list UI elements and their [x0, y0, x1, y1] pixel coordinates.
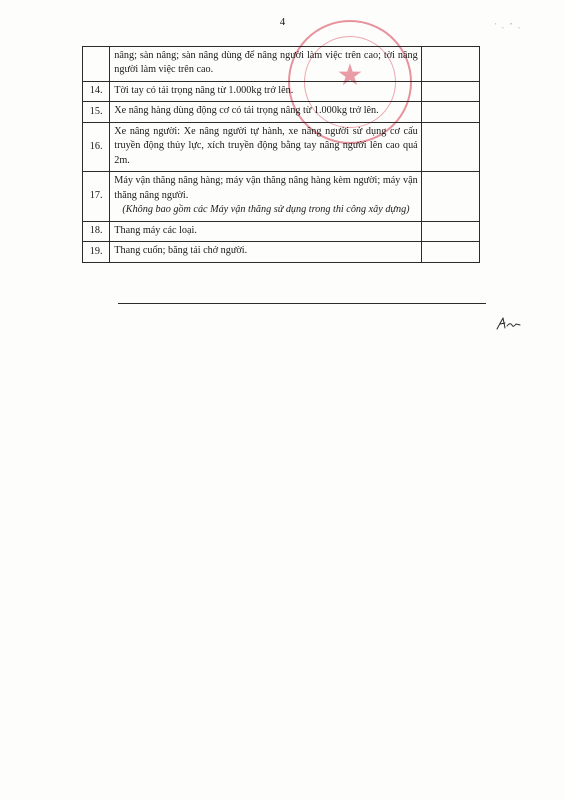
row-number: 14. — [83, 81, 110, 101]
row-description — [110, 47, 421, 82]
row-number — [83, 47, 110, 82]
table-row — [83, 81, 480, 101]
row-empty-cell — [421, 122, 479, 171]
table-row — [83, 102, 480, 122]
row-description-text: Xe nâng hàng dùng động cơ có tải trọng nâng từ 1.000kg trở lên. — [114, 105, 379, 117]
row-number: 15. — [83, 102, 110, 122]
row-description-text: Thang máy các loại. — [114, 224, 197, 236]
row-description — [110, 221, 421, 241]
row-description-text: Máy vận thăng nâng hàng; máy vận thăng nâng hàng kèm người; máy vận thăng nâng người. — [114, 175, 418, 201]
row-empty-cell — [421, 81, 479, 101]
row-description — [110, 172, 421, 221]
equipment-table — [82, 46, 480, 263]
table-row — [83, 221, 480, 241]
row-description-text: Tời tay có tải trọng nâng từ 1.000kg trở lên. — [114, 84, 294, 96]
row-description-text: nâng; sàn nâng; sàn nâng dùng để nâng người làm việc trên cao; tời nâng người làm việc trên cao. — [114, 50, 418, 76]
end-rule-divider — [118, 303, 486, 304]
row-description — [110, 122, 421, 171]
table-row — [83, 242, 480, 262]
row-empty-cell — [421, 242, 479, 262]
row-empty-cell — [421, 47, 479, 82]
row-empty-cell — [421, 221, 479, 241]
row-description — [110, 102, 421, 122]
row-description — [110, 242, 421, 262]
row-description — [110, 81, 421, 101]
row-description-text: Thang cuốn; băng tải chở người. — [114, 245, 248, 257]
row-empty-cell — [421, 102, 479, 122]
page-number: 4 — [279, 16, 286, 28]
row-number: 17. — [83, 172, 110, 221]
table-row — [83, 47, 480, 82]
row-description-text: Xe nâng người: Xe nâng người tự hành, xe nâng người sử dụng cơ cấu truyền động thủy lực, xích truyền động bằng tay nâng người lên cao quá 2m. — [114, 125, 418, 166]
row-number: 18. — [83, 221, 110, 241]
row-number: 19. — [83, 242, 110, 262]
row-empty-cell — [421, 172, 479, 221]
table-row — [83, 122, 480, 171]
row-note: (Không bao gồm các Máy vận thăng sử dụng trong thi công xây dựng) — [122, 204, 410, 216]
table-row — [83, 172, 480, 221]
seal-star-icon: ★ — [336, 59, 364, 92]
corner-marks: ' , " , — [495, 22, 522, 30]
signature-initials-icon — [494, 314, 526, 334]
row-number: 16. — [83, 122, 110, 171]
